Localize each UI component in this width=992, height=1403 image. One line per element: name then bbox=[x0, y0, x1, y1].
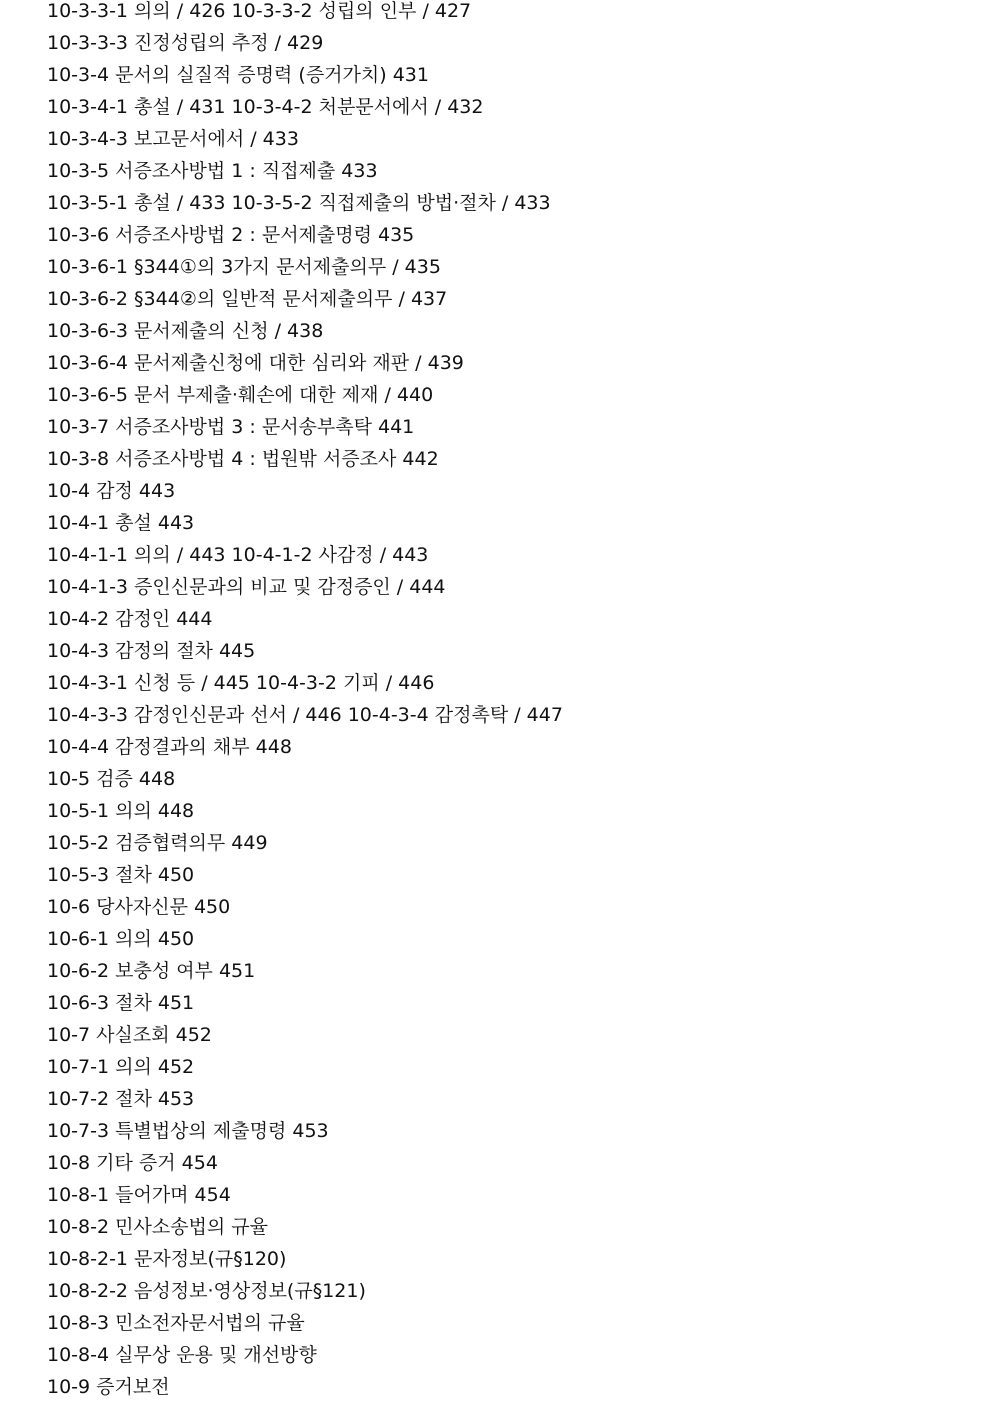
toc-line: 10-3-6-5 문서 부제출·훼손에 대한 제재 / 440 bbox=[47, 384, 434, 406]
toc-line: 10-3-8 서증조사방법 4 : 법원밖 서증조사 442 bbox=[47, 448, 439, 470]
toc-line: 10-3-6-4 문서제출신청에 대한 심리와 재판 / 439 bbox=[47, 352, 464, 374]
toc-line: 10-8-2 민사소송법의 규율 bbox=[47, 1216, 268, 1238]
toc-line: 10-4-1-3 증인신문과의 비교 및 감정증인 / 444 bbox=[47, 576, 446, 598]
toc-line: 10-7-1 의의 452 bbox=[47, 1056, 195, 1078]
toc-line: 10-5-1 의의 448 bbox=[47, 800, 195, 822]
toc-line: 10-3-6-2 §344②의 일반적 문서제출의무 / 437 bbox=[47, 288, 448, 310]
toc-line: 10-3-4 문서의 실질적 증명력 (증거가치) 431 bbox=[47, 64, 429, 86]
toc-line: 10-3-6-3 문서제출의 신청 / 438 bbox=[47, 320, 324, 342]
toc-line: 10-7-3 특별법상의 제출명령 453 bbox=[47, 1120, 329, 1142]
toc-line: 10-3-3-1 의의 / 426 10-3-3-2 성립의 인부 / 427 bbox=[47, 0, 472, 22]
toc-line: 10-7 사실조회 452 bbox=[47, 1024, 212, 1046]
toc-line: 10-7-2 절차 453 bbox=[47, 1088, 195, 1110]
toc-line: 10-8-1 들어가며 454 bbox=[47, 1184, 231, 1206]
toc-line: 10-4-3-1 신청 등 / 445 10-4-3-2 기피 / 446 bbox=[47, 672, 435, 694]
toc-line: 10-8 기타 증거 454 bbox=[47, 1152, 218, 1174]
toc-line: 10-3-3-3 진정성립의 추정 / 429 bbox=[47, 32, 324, 54]
toc-line: 10-8-2-2 음성정보·영상정보(규§121) bbox=[47, 1280, 366, 1302]
toc-line: 10-3-4-3 보고문서에서 / 433 bbox=[47, 128, 299, 150]
toc-line: 10-8-3 민소전자문서법의 규율 bbox=[47, 1312, 305, 1334]
toc-line: 10-3-5-1 총설 / 433 10-3-5-2 직접제출의 방법·절차 / 433 bbox=[47, 192, 551, 214]
toc-line: 10-9 증거보전 bbox=[47, 1376, 170, 1398]
toc-line: 10-4-1 총설 443 bbox=[47, 512, 195, 534]
toc-line: 10-4 감정 443 bbox=[47, 480, 176, 502]
table-of-contents bbox=[47, 0, 563, 1403]
toc-line: 10-5-3 절차 450 bbox=[47, 864, 195, 886]
toc-line: 10-4-1-1 의의 / 443 10-4-1-2 사감정 / 443 bbox=[47, 544, 429, 566]
toc-line: 10-3-6 서증조사방법 2 : 문서제출명령 435 bbox=[47, 224, 415, 246]
toc-line: 10-4-2 감정인 444 bbox=[47, 608, 213, 630]
toc-line: 10-6 당사자신문 450 bbox=[47, 896, 231, 918]
toc-line: 10-6-1 의의 450 bbox=[47, 928, 195, 950]
toc-line: 10-4-3 감정의 절차 445 bbox=[47, 640, 256, 662]
toc-line: 10-6-2 보충성 여부 451 bbox=[47, 960, 256, 982]
toc-line: 10-5 검증 448 bbox=[47, 768, 176, 790]
toc-line: 10-6-3 절차 451 bbox=[47, 992, 195, 1014]
toc-line: 10-3-5 서증조사방법 1 : 직접제출 433 bbox=[47, 160, 378, 182]
toc-line: 10-3-6-1 §344①의 3가지 문서제출의무 / 435 bbox=[47, 256, 441, 278]
toc-line: 10-8-2-1 문자정보(규§120) bbox=[47, 1248, 287, 1270]
toc-line: 10-3-7 서증조사방법 3 : 문서송부촉탁 441 bbox=[47, 416, 415, 438]
toc-line: 10-4-3-3 감정인신문과 선서 / 446 10-4-3-4 감정촉탁 / 447 bbox=[47, 704, 563, 726]
toc-line: 10-5-2 검증협력의무 449 bbox=[47, 832, 268, 854]
toc-line: 10-8-4 실무상 운용 및 개선방향 bbox=[47, 1344, 317, 1366]
toc-line: 10-3-4-1 총설 / 431 10-3-4-2 처분문서에서 / 432 bbox=[47, 96, 484, 118]
toc-line: 10-4-4 감정결과의 채부 448 bbox=[47, 736, 292, 758]
